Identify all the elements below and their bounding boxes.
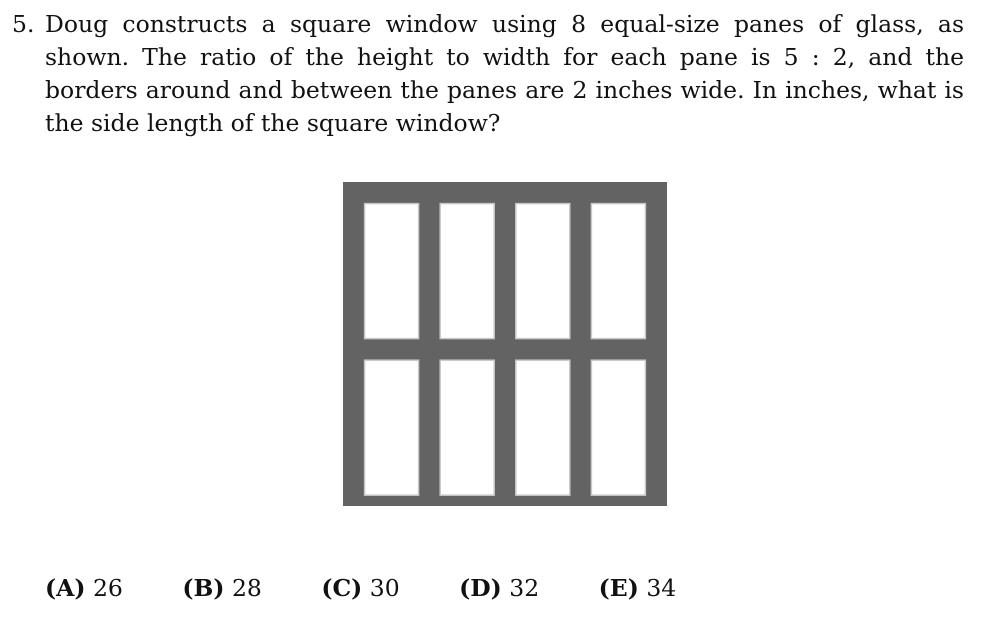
choice-letter: (B) <box>182 574 225 602</box>
choice-value: 30 <box>369 574 400 602</box>
choice-letter: (A) <box>45 574 86 602</box>
glass-pane <box>516 360 570 495</box>
choice-value: 32 <box>509 574 540 602</box>
problem-row <box>12 8 964 140</box>
glass-pane <box>591 360 645 495</box>
glass-pane <box>365 360 419 495</box>
glass-pane <box>440 204 494 339</box>
glass-pane <box>365 204 419 339</box>
glass-pane <box>516 204 570 339</box>
choice-letter: (E) <box>598 574 639 602</box>
choice-a[interactable] <box>45 572 123 604</box>
choice-value: 28 <box>231 574 262 602</box>
window-figure <box>343 182 667 506</box>
window-diagram <box>343 182 667 506</box>
glass-pane <box>440 360 494 495</box>
problem-text: Doug constructs a square window using 8 equal-size panes of glass, as shown. The ratio of the height to width for each pane is 5 : 2, and the borders around and between the panes are 2 inches wide. In inches, what is the side length of the square window? <box>45 10 964 137</box>
answer-choices <box>45 572 728 604</box>
choice-value: 34 <box>646 574 677 602</box>
choice-d[interactable] <box>459 572 539 604</box>
choice-e[interactable] <box>599 572 677 604</box>
choice-letter: (D) <box>459 574 502 602</box>
problem-number: 5. <box>12 10 35 38</box>
glass-pane <box>591 204 645 339</box>
choice-b[interactable] <box>182 572 262 604</box>
problem-statement <box>12 8 964 140</box>
choice-c[interactable] <box>321 572 399 604</box>
choice-letter: (C) <box>321 574 363 602</box>
choice-value: 26 <box>92 574 123 602</box>
